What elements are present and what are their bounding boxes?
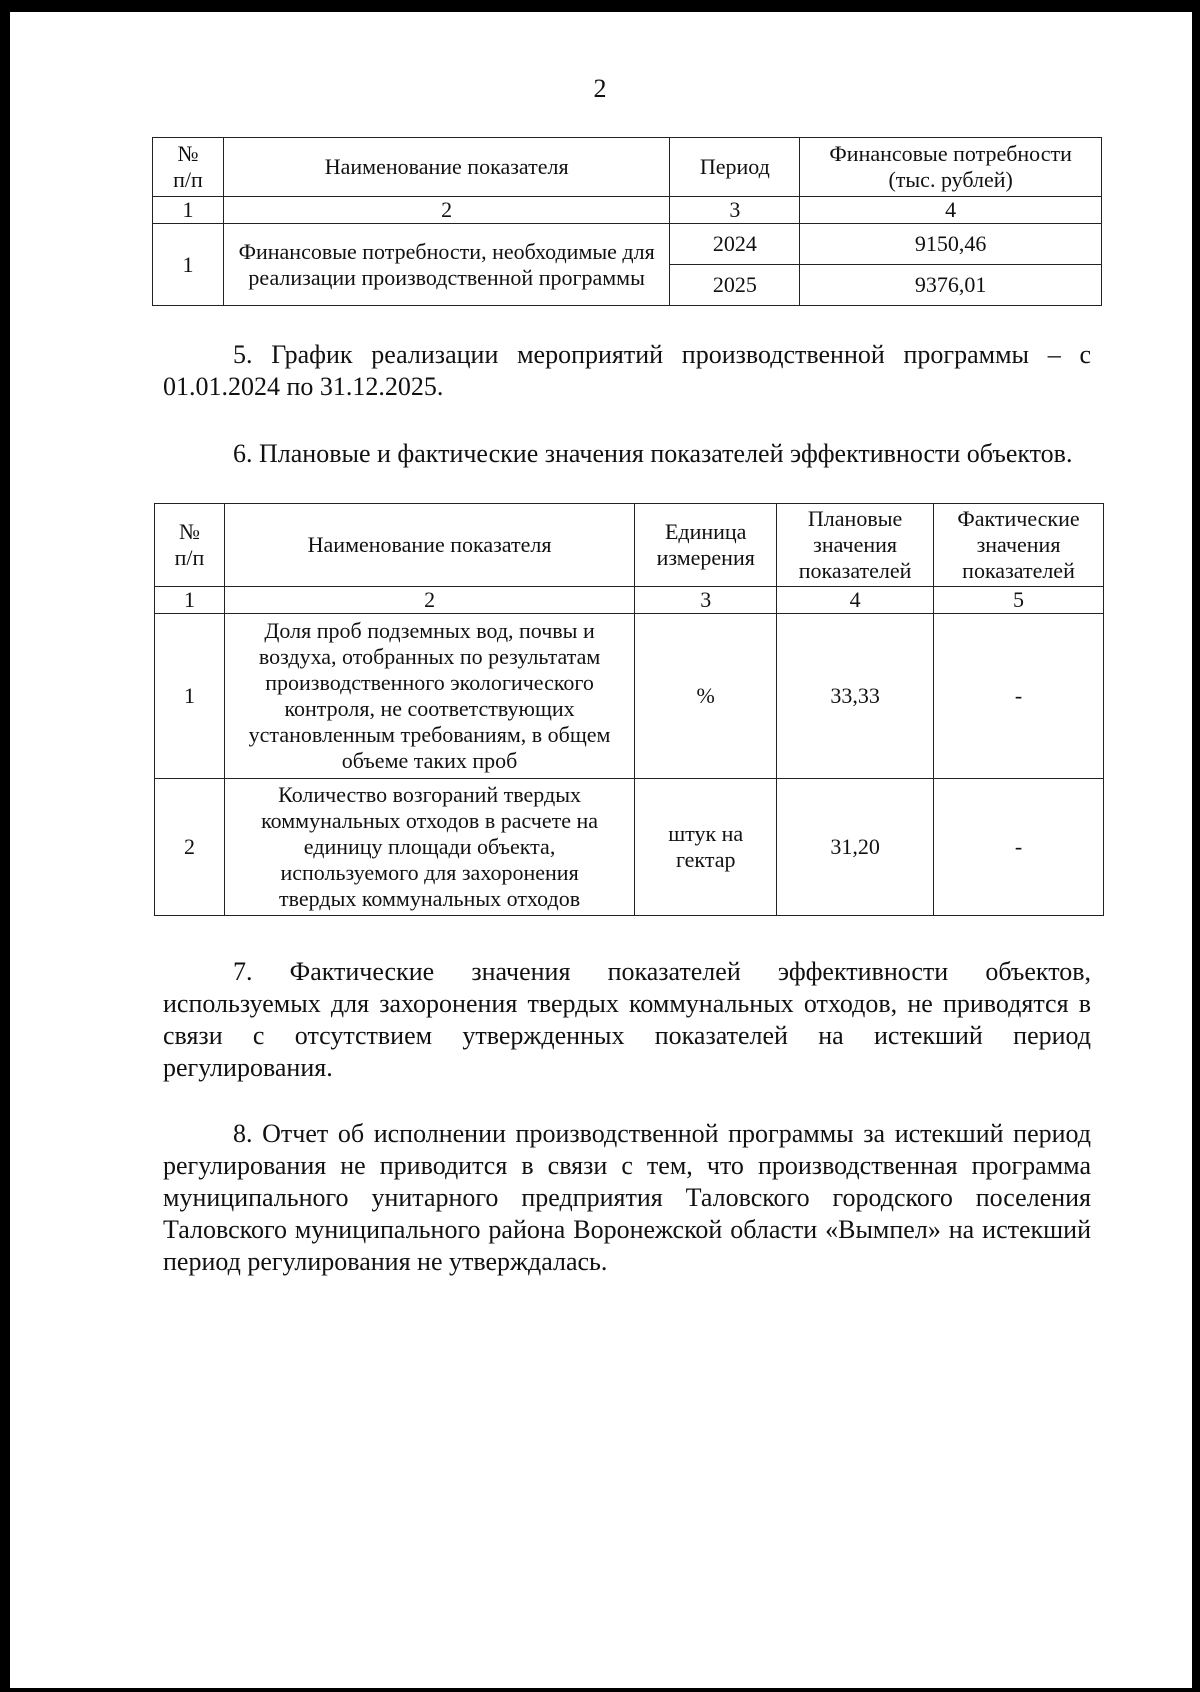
- paragraph-5: [163, 339, 1091, 403]
- paragraph-8-text: 8. Отчет об исполнении производственной программы за истекший период регулирования не приводится в связи с тем, что производственная программа муниципального унитарного предприятия Таловского городского поселения Таловского муниципального района Воронежской области «Вымпел» на истекший период регулирования не утверждалась.: [163, 1119, 1091, 1276]
- header-cell: Наименование показателя: [223, 138, 669, 197]
- plan-value-cell: 33,33: [777, 614, 934, 779]
- column-number-row: [155, 587, 1104, 614]
- scan-border-bottom: [0, 1688, 1200, 1692]
- column-number-cell: 1: [155, 587, 225, 614]
- fact-value-cell: -: [934, 779, 1104, 916]
- column-number-row: [153, 197, 1102, 224]
- header-cell: Наименование показателя: [224, 504, 634, 587]
- column-number-cell: 1: [153, 197, 224, 224]
- row-number-cell: 2: [155, 779, 225, 916]
- scan-border-right: [1192, 0, 1200, 1692]
- column-number-cell: 2: [224, 587, 634, 614]
- row-number-cell: 1: [153, 224, 224, 306]
- plan-value-cell: 31,20: [777, 779, 934, 916]
- efficiency-indicators-table: [154, 503, 1104, 916]
- paragraph-7-text: 7. Фактические значения показателей эффективности объектов, используемых для захоронения твердых коммунальных отходов, не приводятся в связи с отсутствием утвержденных показателей на истекший период регулирования.: [163, 957, 1091, 1082]
- header-cell: Период: [670, 138, 800, 197]
- scan-border-left: [0, 0, 10, 1692]
- fact-value-cell: -: [934, 614, 1104, 779]
- table-header-row: [153, 138, 1102, 197]
- indicator-name-cell: Доля проб подземных вод, почвы и воздуха, отобранных по результатам производственного экологического контроля, не соответствующих установленным требованиям, в общем объеме таких проб: [224, 614, 634, 779]
- paragraph-7: [163, 956, 1091, 1084]
- period-cell: 2024: [670, 224, 800, 265]
- column-number-cell: 3: [670, 197, 800, 224]
- value-cell: 9150,46: [800, 224, 1102, 265]
- column-number-cell: 3: [635, 587, 777, 614]
- header-cell: Плановые значения показателей: [777, 504, 934, 587]
- table-row: [155, 779, 1104, 916]
- header-cell: Фактические значения показателей: [934, 504, 1104, 587]
- financial-needs-table: [152, 137, 1102, 306]
- scan-border-top: [0, 0, 1200, 12]
- unit-cell: %: [635, 614, 777, 779]
- column-number-cell: 5: [934, 587, 1104, 614]
- indicator-name-cell: Количество возгораний твердых коммунальных отходов в расчете на единицу площади объекта, используемого для захоронения твердых коммунальных отходов: [224, 779, 634, 916]
- table-header-row: [155, 504, 1104, 587]
- value-cell: 9376,01: [800, 265, 1102, 306]
- header-cell: Финансовые потребности (тыс. рублей): [800, 138, 1102, 197]
- column-number-cell: 4: [800, 197, 1102, 224]
- paragraph-6-text: 6. Плановые и фактические значения показателей эффективности объектов.: [233, 439, 1073, 468]
- row-number-cell: 1: [155, 614, 225, 779]
- column-number-cell: 4: [777, 587, 934, 614]
- table-row: [155, 614, 1104, 779]
- column-number-cell: 2: [223, 197, 669, 224]
- paragraph-8: [163, 1118, 1091, 1278]
- period-cell: 2025: [670, 265, 800, 306]
- page-number: 2: [593, 74, 607, 103]
- paragraph-5-text: 5. График реализации мероприятий производственной программы – с 01.01.2024 по 31.12.2025.: [163, 340, 1091, 401]
- table-row: [153, 224, 1102, 265]
- paragraph-6: [163, 438, 1091, 470]
- header-cell: № п/п: [153, 138, 224, 197]
- header-cell: Единица измерения: [635, 504, 777, 587]
- header-cell: № п/п: [155, 504, 225, 587]
- unit-cell: штук на гектар: [635, 779, 777, 916]
- indicator-name-cell: Финансовые потребности, необходимые для реализации производственной программы: [223, 224, 669, 306]
